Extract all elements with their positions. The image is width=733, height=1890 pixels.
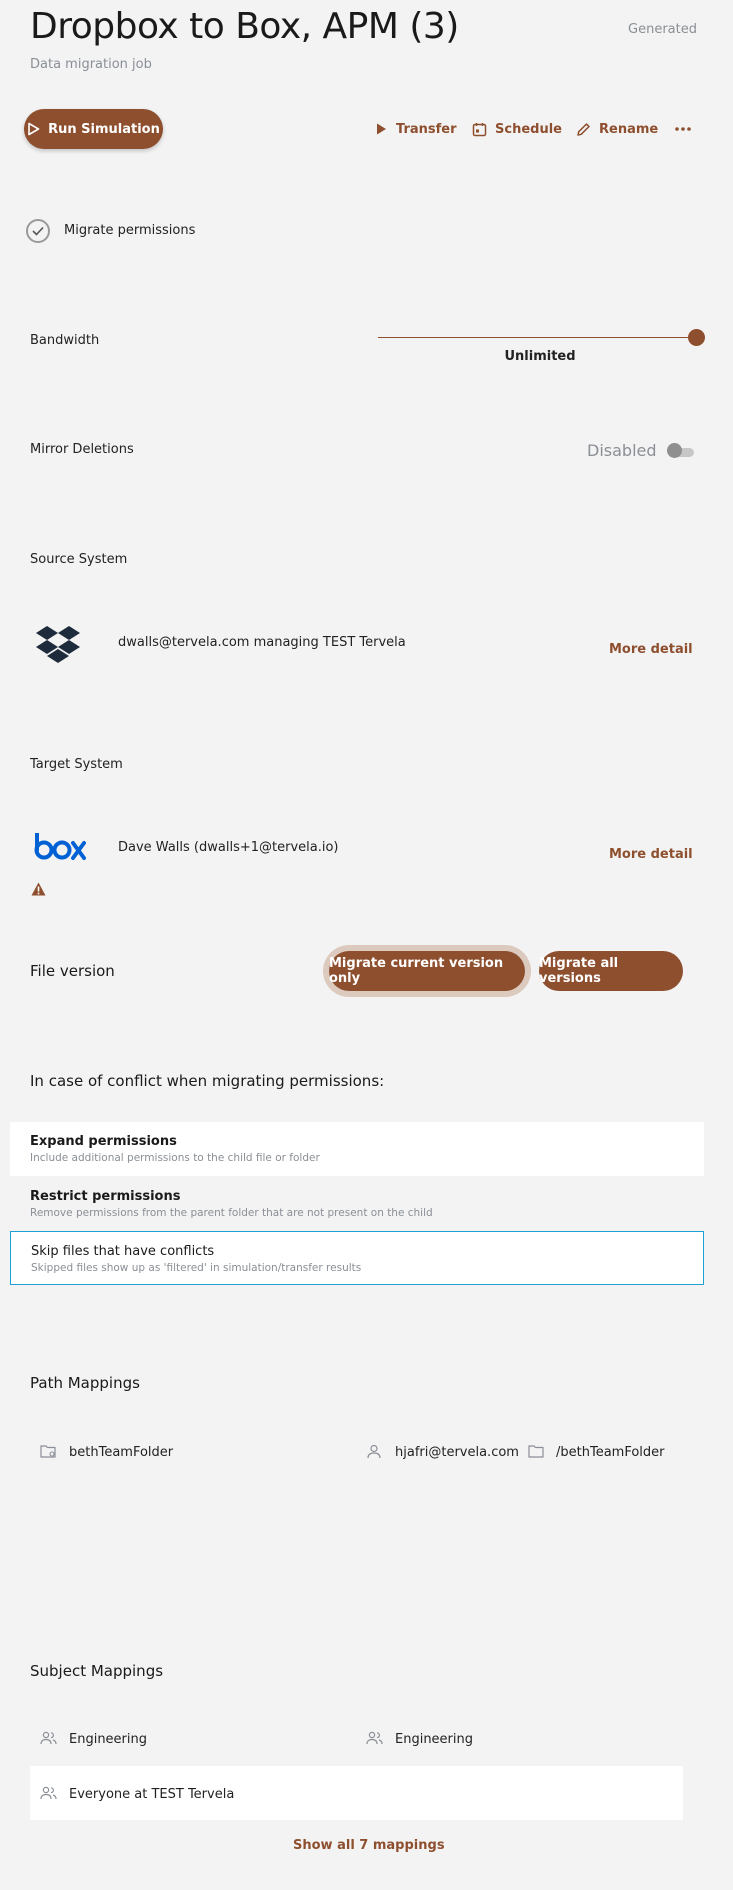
path-mapping-target: /bethTeamFolder bbox=[556, 1445, 665, 1460]
mirror-deletions-state: Disabled bbox=[587, 441, 657, 460]
mirror-deletions-label: Mirror Deletions bbox=[30, 442, 134, 457]
checkmark-icon bbox=[32, 226, 44, 236]
schedule-button[interactable] bbox=[472, 118, 562, 140]
target-account: Dave Walls (dwalls+1@tervela.io) bbox=[118, 840, 339, 855]
play-outline-icon bbox=[27, 122, 40, 136]
migrate-all-versions-button[interactable]: Migrate all versions bbox=[539, 951, 683, 991]
group-icon bbox=[366, 1731, 383, 1745]
run-simulation-button[interactable] bbox=[24, 109, 163, 149]
source-more-detail-link[interactable]: More detail bbox=[609, 642, 693, 657]
conflict-option-desc: Remove permissions from the parent folder that are not present on the child bbox=[30, 1207, 433, 1219]
warning-icon bbox=[31, 882, 46, 896]
migrate-current-version-button[interactable]: Migrate current version only bbox=[329, 951, 525, 991]
conflict-option-desc: Include additional permissions to the child file or folder bbox=[30, 1152, 320, 1164]
shared-folder-icon bbox=[40, 1444, 57, 1459]
source-system-heading: Source System bbox=[30, 552, 128, 567]
source-account: dwalls@tervela.com managing TEST Tervela bbox=[118, 635, 406, 650]
path-mappings-heading: Path Mappings bbox=[30, 1374, 140, 1392]
subject-mapping-source: Engineering bbox=[69, 1732, 147, 1747]
conflict-option-skip[interactable] bbox=[10, 1231, 704, 1285]
transfer-label: Transfer bbox=[396, 121, 457, 137]
migrate-permissions-checkbox[interactable] bbox=[26, 219, 50, 243]
play-icon bbox=[374, 122, 388, 136]
page-subtitle: Data migration job bbox=[30, 57, 152, 72]
transfer-button[interactable] bbox=[374, 118, 457, 140]
file-version-label: File version bbox=[30, 962, 115, 980]
bandwidth-slider-track[interactable] bbox=[378, 337, 696, 338]
path-mapping-source: bethTeamFolder bbox=[69, 1445, 174, 1460]
subject-mapping-source: Everyone at TEST Tervela bbox=[69, 1787, 235, 1802]
more-options-icon[interactable] bbox=[674, 120, 692, 138]
schedule-label: Schedule bbox=[495, 121, 562, 137]
box-logo-icon bbox=[34, 833, 86, 861]
group-icon bbox=[40, 1731, 57, 1745]
conflict-option-restrict[interactable] bbox=[10, 1177, 704, 1231]
subject-mappings-heading: Subject Mappings bbox=[30, 1662, 164, 1680]
rename-button[interactable] bbox=[576, 118, 658, 140]
pencil-icon bbox=[576, 122, 591, 137]
bandwidth-label: Bandwidth bbox=[30, 333, 100, 348]
conflict-option-title: Skip files that have conflicts bbox=[31, 1244, 215, 1259]
dropbox-logo-icon bbox=[36, 626, 80, 664]
run-simulation-label: Run Simulation bbox=[48, 121, 160, 137]
rename-label: Rename bbox=[599, 121, 659, 137]
bandwidth-value: Unlimited bbox=[504, 349, 576, 364]
conflict-heading: In case of conflict when migrating permissions: bbox=[30, 1072, 385, 1090]
conflict-option-title: Expand permissions bbox=[30, 1134, 177, 1149]
user-icon bbox=[367, 1444, 381, 1459]
calendar-icon bbox=[472, 122, 487, 137]
conflict-option-expand[interactable] bbox=[10, 1122, 704, 1176]
path-mapping-user: hjafri@tervela.com bbox=[395, 1445, 519, 1460]
status-badge: Generated bbox=[628, 22, 697, 37]
conflict-option-desc: Skipped files show up as 'filtered' in simulation/transfer results bbox=[31, 1262, 362, 1274]
target-system-heading: Target System bbox=[30, 757, 123, 772]
conflict-option-title: Restrict permissions bbox=[30, 1189, 181, 1204]
mirror-deletions-toggle-knob[interactable] bbox=[667, 443, 682, 458]
group-icon bbox=[40, 1786, 57, 1800]
show-all-mappings-link[interactable]: Show all 7 mappings bbox=[293, 1838, 445, 1853]
migrate-permissions-label: Migrate permissions bbox=[64, 223, 196, 238]
target-more-detail-link[interactable]: More detail bbox=[609, 847, 693, 862]
subject-mapping-target: Engineering bbox=[395, 1732, 473, 1747]
bandwidth-slider-handle[interactable] bbox=[688, 329, 705, 346]
folder-icon bbox=[528, 1444, 544, 1458]
page-title: Dropbox to Box, APM (3) bbox=[30, 6, 459, 47]
